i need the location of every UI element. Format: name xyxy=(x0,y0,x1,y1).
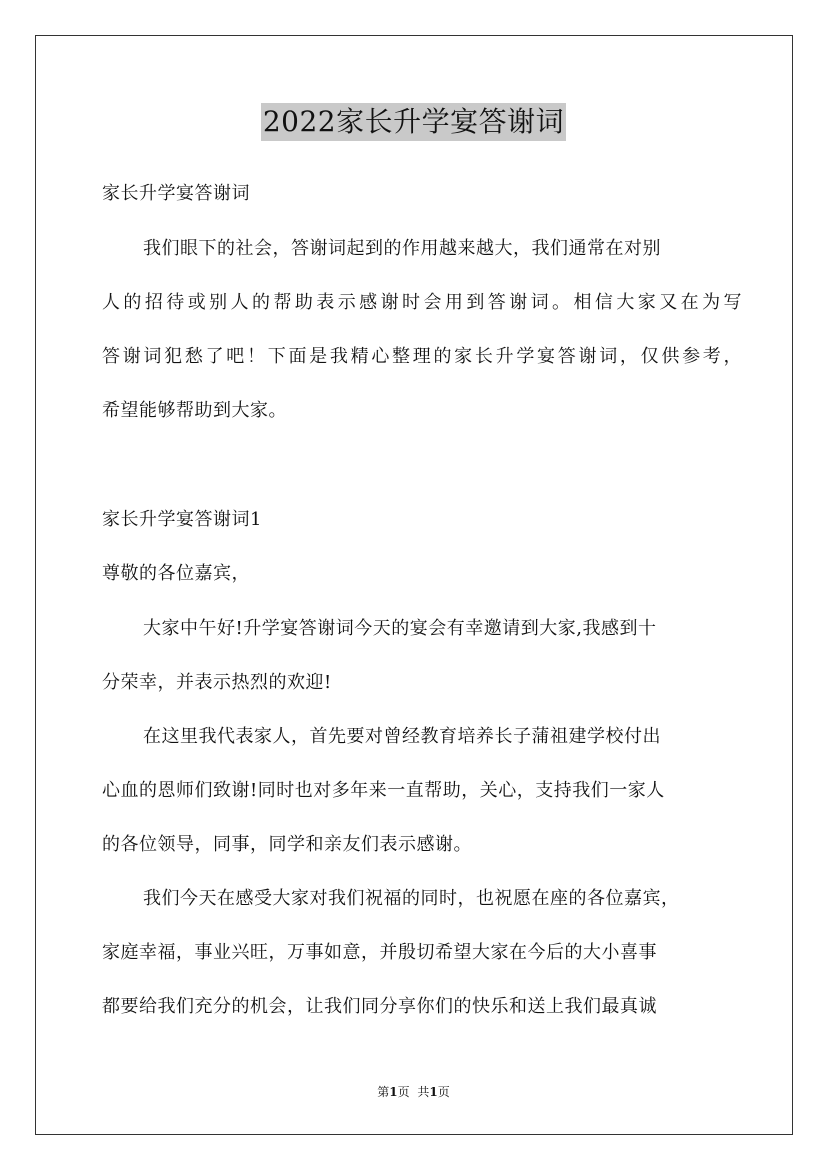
intro-line-4: 希望能够帮助到大家。 xyxy=(102,400,287,421)
footer-total-prefix: 共 xyxy=(417,1085,430,1099)
intro-line-2: 人的招待或别人的帮助表示感谢时会用到答谢词。相信大家又在为写 xyxy=(102,292,742,313)
paragraph-2-line-2: 心血的恩师们致谢!同时也对多年来一直帮助，关心，支持我们一家人 xyxy=(102,780,665,801)
footer-page-current: 1 xyxy=(389,1085,398,1099)
intro-line-1: 我们眼下的社会，答谢词起到的作用越来越大，我们通常在对别 xyxy=(143,238,661,259)
paragraph-1-line-1: 大家中午好!升学宴答谢词今天的宴会有幸邀请到大家,我感到十 xyxy=(143,618,657,639)
footer-total-suffix: 页 xyxy=(437,1085,450,1099)
document-title: 2022家长升学宴答谢词 xyxy=(261,103,566,141)
paragraph-1-line-2: 分荣幸，并表示热烈的欢迎! xyxy=(102,672,332,693)
document-title-block xyxy=(0,103,827,141)
paragraph-2-line-1: 在这里我代表家人，首先要对曾经教育培养长子蒲祖建学校付出 xyxy=(143,726,661,747)
paragraph-3-line-2: 家庭幸福，事业兴旺，万事如意，并殷切希望大家在今后的大小喜事 xyxy=(102,942,657,963)
footer-page-prefix: 第 xyxy=(377,1085,390,1099)
footer-page-total: 1 xyxy=(429,1085,438,1099)
footer-page-suffix: 页 xyxy=(397,1085,410,1099)
section-heading: 家长升学宴答谢词1 xyxy=(102,509,262,530)
document-subtitle: 家长升学宴答谢词 xyxy=(102,183,250,204)
intro-line-3: 答谢词犯愁了吧！下面是我精心整理的家长升学宴答谢词，仅供参考， xyxy=(102,346,742,367)
salutation: 尊敬的各位嘉宾， xyxy=(102,563,250,584)
paragraph-2-line-3: 的各位领导，同事，同学和亲友们表示感谢。 xyxy=(102,834,472,855)
page-footer xyxy=(0,1084,827,1100)
paragraph-3-line-1: 我们今天在感受大家对我们祝福的同时，也祝愿在座的各位嘉宾， xyxy=(143,888,680,909)
paragraph-3-line-3: 都要给我们充分的机会，让我们同分享你们的快乐和送上我们最真诚 xyxy=(102,996,657,1017)
